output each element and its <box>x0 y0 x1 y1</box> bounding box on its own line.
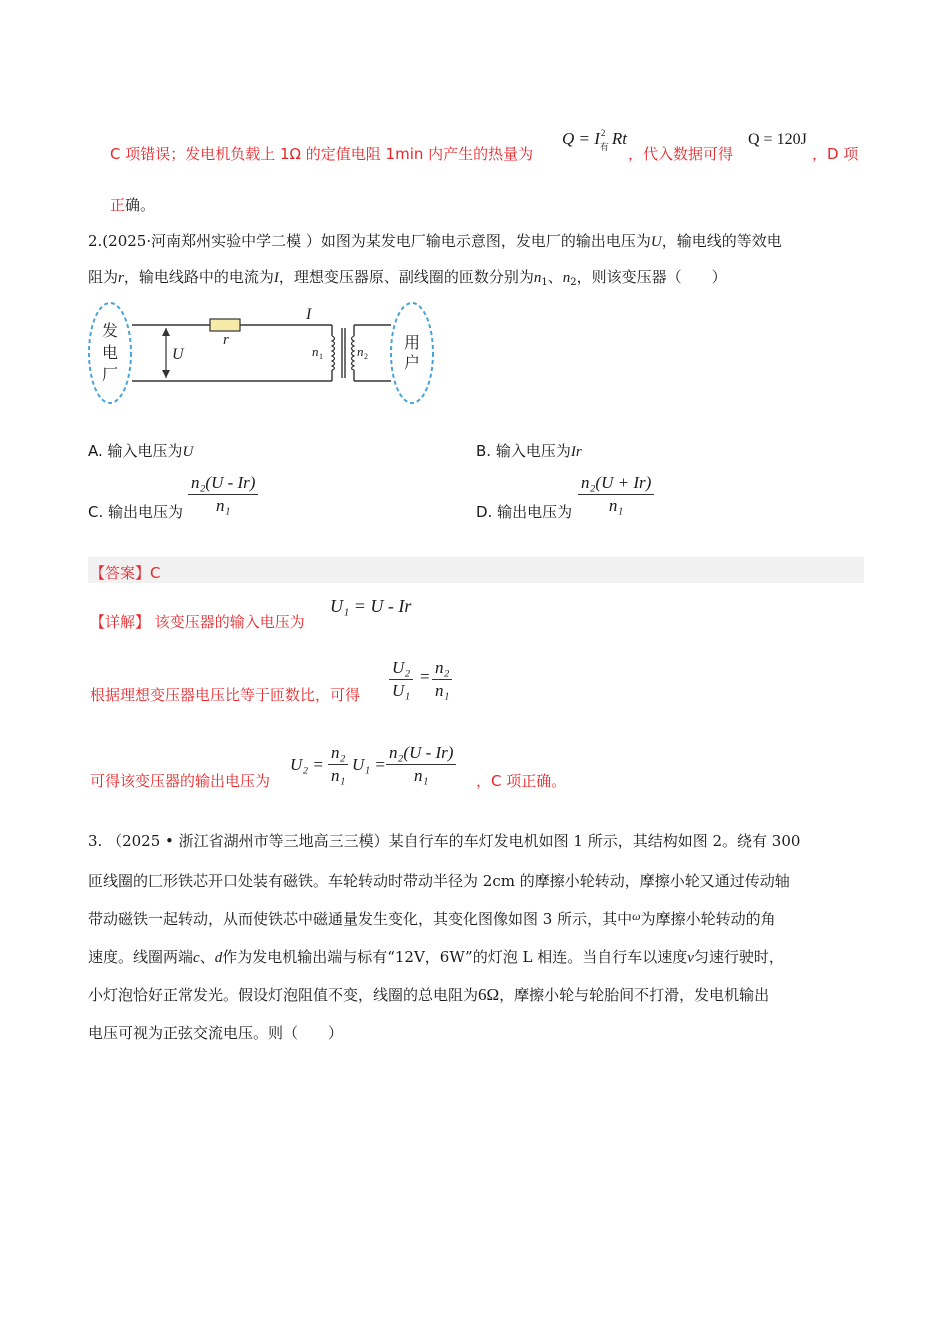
q2-stem2-sep: 、 <box>547 268 563 286</box>
option-b-label: B. 输入电压为 <box>476 442 571 460</box>
q2-stem-line1 <box>88 230 782 251</box>
q3-line4-b: 作为发电机输出端与标有“12V，6W”的灯泡 L 相连。当自行车以速度 <box>222 948 688 966</box>
q1-tail <box>812 143 858 164</box>
arrow-up <box>162 328 170 336</box>
q3-line3-a: 带动磁铁一起转动，从而使铁芯中磁通量发生变化，其变化图像如图 3 所示，其中 <box>88 910 633 928</box>
option-c-numerator: n₂(U - Ir) <box>188 472 258 495</box>
q1-line2-red: 正 <box>110 196 126 214</box>
ratio-right-fraction <box>432 657 452 702</box>
answer-bar <box>88 557 864 583</box>
output-ratio-denominator: n₁ <box>331 766 346 785</box>
q2-stem2-n1-sub: 1 <box>541 277 548 288</box>
output-final-numerator: n₂(U - Ir) <box>386 742 456 765</box>
output-final-fraction <box>386 742 456 787</box>
detail-line3 <box>90 770 270 791</box>
q3-line5 <box>88 984 769 1005</box>
q2-stem2-I: I <box>273 270 279 286</box>
detail-2-text: 根据理想变压器电压比等于匝数比，可得 <box>90 686 361 704</box>
resistor <box>210 319 240 331</box>
voltage-label: U <box>172 346 184 363</box>
q2-stem2-n2-sub: 2 <box>570 277 577 288</box>
detail-3-tail-text: ，C 项正确。 <box>476 772 567 790</box>
plant-char-1: 发 <box>101 321 119 340</box>
output-u2-text: U₂ = <box>290 755 324 774</box>
q3-line6-text: 电压可视为正弦交流电压。则（ ） <box>88 1024 344 1042</box>
n1-label: n <box>312 344 319 359</box>
q2-stem2-c: ，理想变压器原、副线圈的匝数分别为 <box>278 268 534 286</box>
formula-value: Q = 120J <box>748 131 807 148</box>
option-d[interactable] <box>476 501 572 522</box>
q3-d: d <box>214 950 223 966</box>
ratio-equals-sign: = <box>420 667 430 686</box>
q1-tail-text: ，D 项 <box>812 145 859 163</box>
q2-stem2-r: r <box>118 270 124 286</box>
primary-coil <box>332 336 335 370</box>
plant-char-3: 厂 <box>101 365 119 384</box>
q1-mid <box>628 143 733 164</box>
ratio-left-fraction <box>389 657 413 702</box>
answer-text: 【答案】C <box>90 564 161 582</box>
q3-line2-text: 匝线圈的匚形铁芯开口处装有磁铁。车轮转动时带动半径为 2cm 的摩擦小轮转动，摩擦小轮又通过传动轴 <box>88 872 790 890</box>
detail-3-text: 可得该变压器的输出电压为 <box>90 772 271 790</box>
n2-label: n <box>357 344 364 359</box>
q3-line5-a: 小灯泡恰好正常发光。假设灯泡阻值不变，线圈的总电阻为 <box>88 986 479 1004</box>
detail-1-formula <box>330 596 411 617</box>
q3-omega: ω <box>632 909 641 923</box>
q3-line3-b: 为摩擦小轮转动的角 <box>640 910 776 928</box>
q3-line6 <box>88 1022 343 1043</box>
option-c-fraction <box>188 472 258 517</box>
ratio-right-numerator: n₂ <box>432 657 452 680</box>
formula-sup: 2 <box>600 128 606 138</box>
output-u1-text: U₁ = <box>352 755 386 774</box>
user-char-2: 户 <box>403 353 421 372</box>
option-d-denominator: n₁ <box>608 496 624 515</box>
option-d-fraction <box>578 472 654 517</box>
q1-line2-black: 确。 <box>125 196 156 214</box>
transmission-diagram <box>88 298 448 408</box>
option-a[interactable] <box>88 440 193 461</box>
q1-mid-text: ，代入数据可得 <box>628 145 734 163</box>
option-d-label: D. 输出电压为 <box>476 503 573 521</box>
q3-resistance: 6Ω <box>478 985 500 1004</box>
formula-q-part: Q = I <box>562 129 600 148</box>
q3-line4-e: 匀速行驶时， <box>693 948 784 966</box>
q3-line4 <box>88 946 784 967</box>
formula-script <box>599 128 612 152</box>
option-b-value: Ir <box>570 444 582 460</box>
output-final-denominator: n₁ <box>414 766 429 785</box>
q2-stem-line2 <box>88 266 727 288</box>
q3-line4-a: 速度。线圈两端 <box>88 948 194 966</box>
q1-line1-text: C 项错误；发电机负载上 1Ω 的定值电阻 1min 内产生的热量为 <box>110 145 534 163</box>
q2-stem2-n2: n <box>562 270 571 286</box>
q2-stem2-a: 阻为 <box>88 268 119 286</box>
q3-line5-b: ，摩擦小轮与轮胎间不打滑，发电机输出 <box>499 986 770 1004</box>
option-a-value: U <box>182 444 194 460</box>
option-c[interactable] <box>88 501 183 522</box>
q3-v: v <box>687 950 694 966</box>
q2-stem1-U: U <box>650 234 662 250</box>
q2-stem2-n1: n <box>533 270 542 286</box>
secondary-coil <box>352 336 355 370</box>
q3-c: c <box>193 950 200 966</box>
arrow-down <box>162 370 170 378</box>
q2-stem2-d: ，则该变压器（ ） <box>576 268 727 286</box>
ratio-equals <box>420 667 430 687</box>
q1-line2 <box>110 194 155 215</box>
plant-char-2: 电 <box>101 343 119 362</box>
output-u2 <box>290 755 324 775</box>
formula-sub: 有 <box>599 142 609 152</box>
detail-3-tail <box>476 770 566 791</box>
option-b[interactable] <box>476 440 582 461</box>
option-a-label: A. 输入电压为 <box>88 442 183 460</box>
detail-line1 <box>90 611 305 632</box>
option-c-label: C. 输出电压为 <box>88 503 184 521</box>
n1-sub-label: 1 <box>319 352 323 361</box>
option-c-denominator: n₁ <box>216 496 231 515</box>
output-u1 <box>352 755 386 775</box>
q3-line1-text: 3. （2025 • 浙江省湖州市等三地高三三模）某自行车的车灯发电机如图 1 所示，其结构如图 2。绕有 300 <box>88 832 801 850</box>
q1-value-formula <box>748 131 807 149</box>
q3-line2 <box>88 870 790 891</box>
q1-line1 <box>110 143 533 164</box>
formula-rt: Rt <box>611 129 628 148</box>
ratio-left-denominator: U₁ <box>392 681 411 700</box>
current-label: I <box>306 306 312 323</box>
detail-tag: 【详解】 <box>90 613 151 631</box>
q2-stem1-a: 2.(2025·河南郑州实验中学二模 ）如图为某发电厂输电示意图，发电厂的输出电压为 <box>88 232 651 250</box>
detail-line2 <box>90 684 360 705</box>
user-char-1: 用 <box>403 333 421 352</box>
q2-stem1-b: ，输电线的等效电 <box>661 232 782 250</box>
ratio-left-numerator: U₂ <box>389 657 413 680</box>
detail-1-text: 该变压器的输入电压为 <box>154 613 305 631</box>
q3-line3 <box>88 908 776 929</box>
resistance-label: r <box>223 332 229 348</box>
q3-line4-sep: 、 <box>199 948 215 966</box>
output-ratio-numerator: n₂ <box>328 742 348 765</box>
ratio-right-denominator: n₁ <box>435 681 450 700</box>
output-ratio-fraction <box>328 742 348 787</box>
input-voltage-formula: U₁ = U - Ir <box>330 596 412 616</box>
q3-line1 <box>88 830 800 851</box>
option-d-numerator: n₂(U + Ir) <box>578 472 654 495</box>
q1-heat-formula <box>562 128 628 152</box>
q2-stem2-b: ，输电线路中的电流为 <box>123 268 274 286</box>
answer <box>90 562 160 583</box>
n2-sub-label: 2 <box>364 352 368 361</box>
